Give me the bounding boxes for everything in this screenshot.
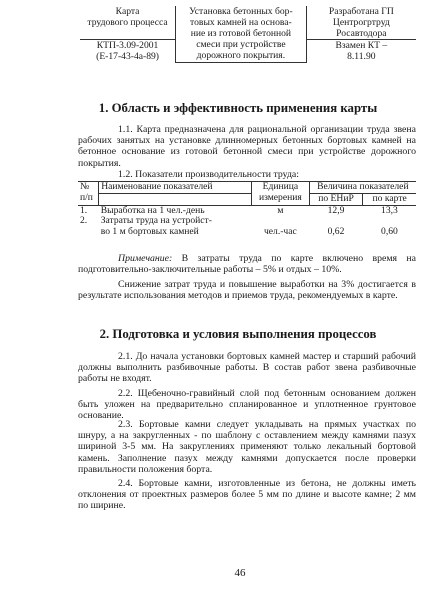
header-developer-line: Росавтодора	[336, 28, 387, 39]
paragraph-1-2: 1.2. Показатели производительности труда:	[118, 169, 300, 180]
table-header-card: по карте	[363, 193, 416, 205]
productivity-table	[78, 181, 416, 238]
header-code-line: КТП-3.09-2001	[96, 40, 159, 51]
header-card-line: трудового процесса	[87, 17, 168, 28]
header-cell-replaces	[306, 40, 416, 63]
table-cell-card: 13,3	[381, 204, 398, 216]
table-cell-no: 2.	[80, 215, 88, 227]
section-1-title: 1. Область и эффективность применения карты	[98, 101, 378, 115]
note-paragraph	[78, 253, 416, 275]
table-cell-unit: чел.-час	[263, 226, 297, 238]
table-header-unit2: измерения	[252, 193, 310, 205]
table-header-no2: п/п	[78, 193, 99, 205]
table-row	[78, 216, 416, 238]
header-title-line: Установка бетонных бор-	[189, 6, 293, 17]
table-cell-name: Выработка на 1 чел.-день	[100, 204, 205, 216]
paragraph-1-1: 1.1. Карта предназначена для рациональной организации труда звена рабочих занятых на установке длинномерных бетонных бортовых камней на бетонное основание из готовой бетонной смеси при устройстве дорожного покрытия.	[78, 124, 416, 169]
header-cell-title	[176, 6, 307, 62]
table-header-no: №	[78, 182, 99, 194]
header-code-line: (Е-17-43-4а-89)	[96, 51, 159, 62]
paragraph-1-3: Снижение затрат труда и повышение выработки на 3% достигается в результате использования методов и приемов труда, рекомендуемых в карте.	[78, 279, 416, 302]
table-header-empty	[99, 193, 252, 205]
table-cell-name-line: Затраты труда на устройст-	[100, 215, 212, 227]
header-card-line: Карта	[115, 6, 140, 17]
header-title-line: ние из готовой бетонной	[190, 28, 292, 39]
header-cell-card	[80, 6, 176, 40]
table-cell-name-line: во 1 м бортовых камней	[100, 226, 199, 238]
header-developer-line: Разработана ГП	[328, 6, 394, 17]
table-cell-card: 0,60	[381, 226, 398, 238]
table-cell-name	[99, 216, 252, 238]
header-table	[80, 6, 416, 63]
section-2-title: 2. Подготовка и условия выполнения процессов	[99, 327, 377, 341]
table-cell-enir: 12,9	[327, 204, 345, 216]
header-title-line: товых камней на основа-	[190, 17, 292, 28]
table-cell-unit: м	[277, 204, 284, 216]
table-header-unit: Единица	[252, 182, 310, 194]
table-header-name: Наименование показателей	[99, 182, 252, 194]
header-title-line: дорожного покрытия.	[196, 50, 286, 61]
header-cell-developer	[306, 6, 416, 40]
table-cell-no: 1.	[80, 204, 88, 216]
paragraph-2-2: 2.2. Щебеночно-гравийный слой под бетонным основанием должен быть уложен на предварительно спланированное и уплотненное грунтовое основание.	[78, 388, 416, 422]
note-text: В затраты труда по карте включено время на подготовительно-заключительные работы – 5% и отдых – 10%.	[78, 253, 416, 276]
header-replaces-line: 8.11.90	[347, 51, 376, 62]
table-header-enir: по ЕНиР	[309, 193, 363, 205]
paragraph-2-1: 2.1. До начала установки бортовых камней мастер и старший рабочий должны выполнить разбивочные работы. В состав работ звена разбивочные работы не входят.	[78, 351, 416, 385]
header-title-line: смеси при устройстве	[196, 39, 286, 50]
table-header-value: Величина показателей	[309, 182, 416, 194]
table-cell-enir: 0,62	[327, 226, 345, 238]
paragraph-2-4: 2.4. Бортовые камни, изготовленные из бетона, не должны иметь отклонения от проектных размеров более 5 мм по длине и высоте камне; 2 мм по ширине.	[78, 478, 416, 512]
header-developer-line: Центрогртруд	[332, 17, 390, 28]
header-replaces-line: Взамен КТ –	[335, 40, 388, 51]
note-label: Примечание:	[118, 253, 173, 264]
page-number: 46	[234, 567, 246, 579]
header-cell-code	[80, 40, 176, 63]
paragraph-2-3: 2.3. Бортовые камни следует укладывать на прямых участках по шнуру, а на закругленных - по шаблону с оставлением между камнями пазух шириной 3-5 мм. На закруглениях применяют только лекальный бортовой камень. Заполнение пазух между камнями допускается после проверки правильности положения борта.	[78, 419, 416, 475]
